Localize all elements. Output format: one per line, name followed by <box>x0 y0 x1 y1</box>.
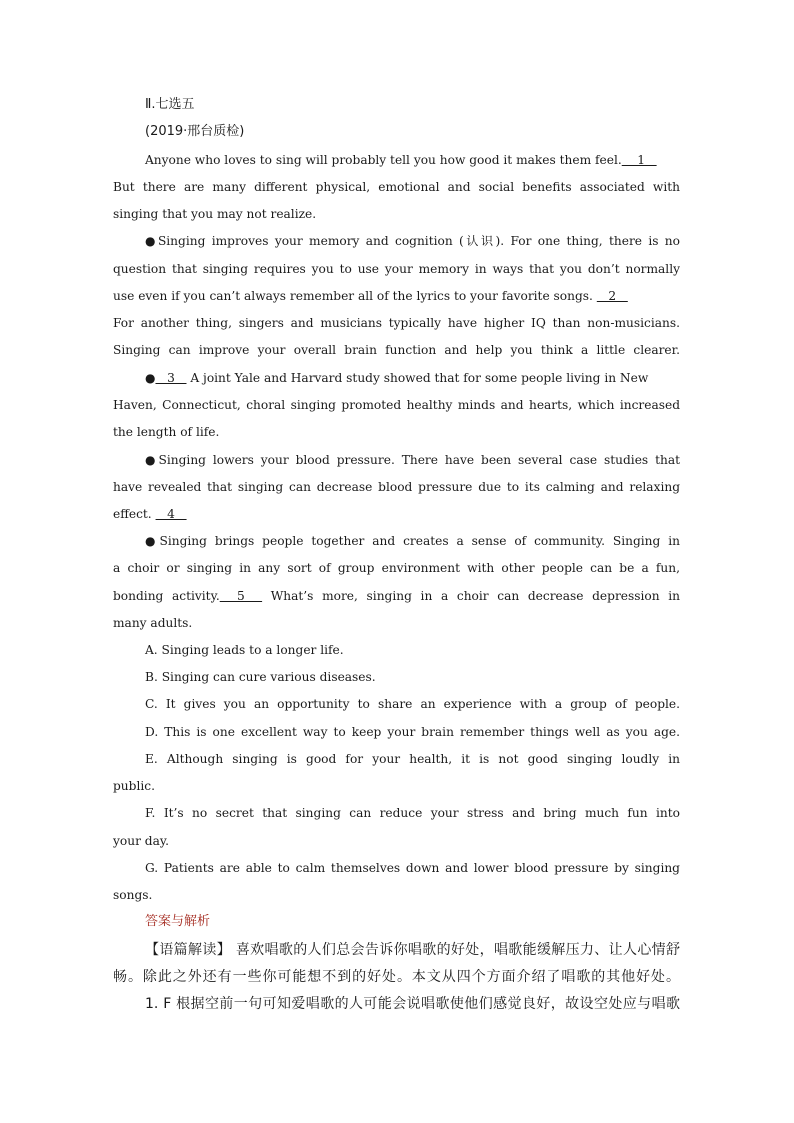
blank-1[interactable]: 1 <box>621 153 657 167</box>
passage-p1-line1 <box>145 150 680 170</box>
option-c: C. It gives you an opportunity to share an experience with a group of people. <box>145 697 680 711</box>
passage-p4-line2: have revealed that singing can decrease blood pressure due to its calming and relaxing <box>113 480 680 494</box>
passage-p3-line2: Haven, Connecticut, choral singing promoted healthy minds and hearts, which increased <box>113 398 680 412</box>
passage-p1-line3: singing that you may not realize. <box>113 207 317 221</box>
bullet-icon: ● <box>145 534 160 548</box>
option-g-line1: G. Patients are able to calm themselves down and lower blood pressure by singing <box>145 861 680 875</box>
passage-p2-line1: ●Singing improves your memory and cognition (认识). For one thing, there is no <box>145 234 680 248</box>
p1-text: Anyone who loves to sing will probably tell you how good it makes them feel. <box>145 153 622 167</box>
passage-p5-line3: bonding activity. 5 What’s more, singing in a choir can decrease depression in <box>113 589 680 603</box>
section-source: (2019·邢台质检) <box>145 124 245 139</box>
bullet-icon: ● <box>145 371 156 385</box>
passage-p5-line4: many adults. <box>113 616 193 630</box>
blank-4[interactable]: 4 <box>155 507 187 521</box>
blank-5[interactable]: 5 <box>219 589 263 603</box>
option-e-line2: public. <box>113 779 155 793</box>
bullet-icon: ● <box>145 234 158 248</box>
passage-p2-line2: question that singing requires you to use your memory in ways that you don’t normally <box>113 262 680 276</box>
option-a: A. Singing leads to a longer life. <box>145 643 344 657</box>
section-title: Ⅱ.七选五 <box>145 97 195 112</box>
option-b: B. Singing can cure various diseases. <box>145 670 376 684</box>
passage-p2-line4: For another thing, singers and musicians typically have higher IQ than non-musicians. <box>113 316 680 330</box>
answers-title: 答案与解析 <box>145 914 211 929</box>
passage-p2-line5: Singing can improve your overall brain function and help you think a little clearer. <box>113 343 680 357</box>
blank-2[interactable]: 2 <box>596 289 628 303</box>
blank-3[interactable]: 3 <box>155 371 187 385</box>
passage-p4-line3: effect. 4 <box>113 507 187 521</box>
option-e-line1: E. Although singing is good for your health, it is not good singing loudly in <box>145 752 680 766</box>
bullet-icon: ● <box>145 453 159 467</box>
passage-p2-line3: use even if you can’t always remember all of the lyrics to your favorite songs. 2 <box>113 289 628 303</box>
option-d: D. This is one excellent way to keep your brain remember things well as you age. <box>145 725 680 739</box>
reading-line2: 畅。除此之外还有一些你可能想不到的好处。本文从四个方面介绍了唱歌的其他好处。 <box>113 969 680 985</box>
reading-label: 【语篇解读】 <box>145 942 232 958</box>
option-g-line2: songs. <box>113 888 153 902</box>
answer-item-1: 1. F 根据空前一句可知爱唱歌的人可能会说唱歌使他们感觉良好，故设空处应与唱歌 <box>145 996 680 1012</box>
passage-p5-line1: ●Singing brings people together and creates a sense of community. Singing in <box>145 534 680 548</box>
passage-p4-line1: ●Singing lowers your blood pressure. There have been several case studies that <box>145 453 680 467</box>
option-f-line2: your day. <box>113 834 169 848</box>
passage-p5-line2: a choir or singing in any sort of group environment with other people can be a fun, <box>113 561 680 575</box>
option-f-line1: F. It’s no secret that singing can reduce your stress and bring much fun into <box>145 806 680 820</box>
reading-line1: 【语篇解读】 喜欢唱歌的人们总会告诉你唱歌的好处，唱歌能缓解压力、让人心情舒 <box>145 942 681 958</box>
passage-p3-line3: the length of life. <box>113 425 220 439</box>
passage-p3-line1: ● 3 A joint Yale and Harvard study showed that for some people living in New <box>145 371 649 385</box>
passage-p1-line2: But there are many different physical, emotional and social benefits associated with <box>113 180 680 194</box>
